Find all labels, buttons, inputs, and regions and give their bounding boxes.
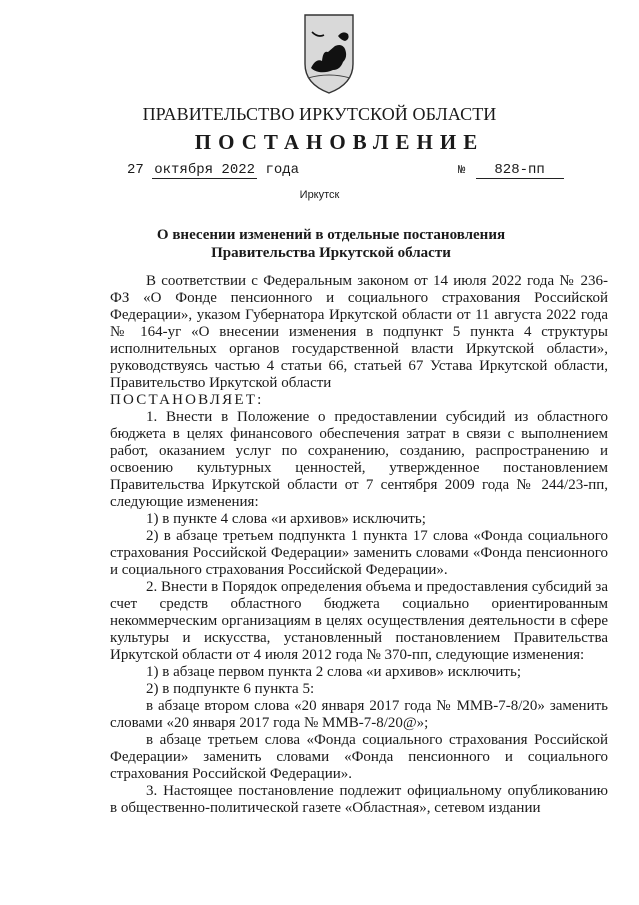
- government-name: ПРАВИТЕЛЬСТВО ИРКУТСКОЙ ОБЛАСТИ: [142, 104, 497, 124]
- decree-word: ПОСТАНОВЛЯЕТ:: [110, 392, 264, 408]
- number-value: 828-пп: [476, 162, 564, 179]
- intro-paragraph: В соответствии с Федеральным законом от 14 июля 2022 года № 236-ФЗ «О Фонде пенсионного и социального страхования Российской Федерации», указом Губернатора Иркутской области от 11 августа 2022 года № 164-уг «О внесении изменения в подпункт 5 пункта 4 структуры исполнительных органов государственной власти Иркутской области», руководствуясь частью 4 статьи 66, статьей 67 Устава Иркутской области, Правительство Иркутской области: [110, 273, 608, 391]
- paragraph-1-item-1: 1) в пункте 4 слова «и архивов» исключить;: [146, 511, 426, 527]
- coat-of-arms-emblem: [302, 12, 356, 96]
- date-month-year: октября 2022: [154, 162, 256, 178]
- date-day: 27: [127, 162, 144, 178]
- document-title: О внесении изменений в отдельные постановления Правительства Иркутской области: [156, 227, 506, 261]
- paragraph-2-item-2: 2) в подпункте 6 пункта 5:: [146, 681, 315, 697]
- date-suffix: года: [265, 162, 300, 178]
- paragraph-1-item-2: 2) в абзаце третьем подпункта 1 пункта 17 слова «Фонда социального страхования Российской Федерации» заменить словами «Фонда пенсионного и социального страхования Российской Федерации».: [110, 528, 608, 578]
- document-body: [110, 273, 608, 817]
- paragraph-2: 2. Внести в Порядок определения объема и предоставления субсидий за счет средств областного бюджета социально ориентированным некоммерческим организациям в целях осуществления деятельности в сфере культуры и искусства, установленный постановлением Правительства Иркутской области от 4 июля 2012 года № 370-пп, следующие изменения:: [110, 579, 608, 663]
- city-name: Иркутск: [299, 189, 340, 201]
- document-date: [127, 162, 299, 178]
- document-type: ПОСТАНОВЛЕНИЕ: [194, 130, 485, 154]
- paragraph-2-item-2a: в абзаце втором слова «20 января 2017 года № ММВ-7-8/20» заменить словами «20 января 2017 года № ММВ-7-8/20@»;: [110, 698, 608, 731]
- document-number: [458, 162, 564, 179]
- paragraph-1: 1. Внести в Положение о предоставлении субсидий из областного бюджета в целях финансового обеспечения затрат в связи с выполнением работ, оказанием услуг по сохранению, созданию, распространению и освоению культурных ценностей, утвержденное постановлением Правительства Иркутской области от 7 сентября 2009 года № 244/23-пп, следующие изменения:: [110, 409, 608, 510]
- paragraph-2-item-1: 1) в абзаце первом пункта 2 слова «и архивов» исключить;: [146, 664, 521, 680]
- paragraph-3: 3. Настоящее постановление подлежит официальному опубликованию в общественно-политической газете «Областная», сетевом издании: [110, 783, 608, 816]
- paragraph-2-item-2b: в абзаце третьем слова «Фонда социального страхования Российской Федерации» заменить словами «Фонда пенсионного и социального страхования Российской Федерации».: [110, 732, 608, 782]
- number-sign: №: [458, 163, 466, 177]
